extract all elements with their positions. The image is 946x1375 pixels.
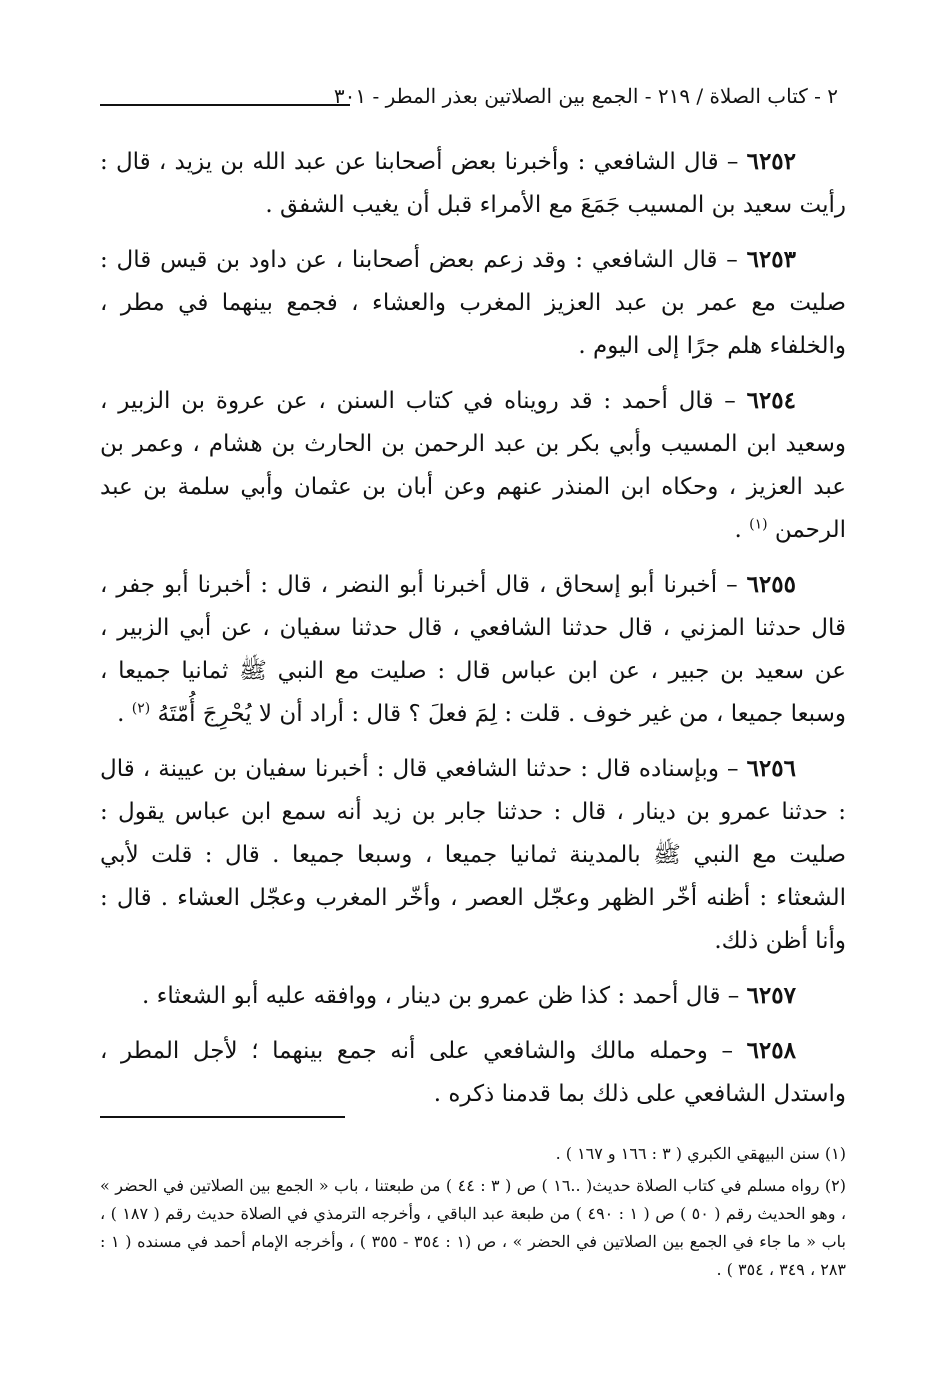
paragraph-text: وبإسناده قال : حدثنا الشافعي قال : أخبرنا سفيان بن عيينة ، قال : حدثنا عمرو بن دينار ، قال : حدثنا جابر بن زيد أنه سمع ابن عباس يقول : صليت مع النبي ﷺ بالمدينة ثمانيا جميعا ، وسبعا جميعا . قال : قلت لأبي الشعثاء : أظنه أخّر الظهر وعجّل العصر ، وأخّر المغرب وعجّل العشاء . قال : وأنا أظن ذلك.: [100, 756, 846, 954]
paragraph-6252: ٦٢٥٢ – قال الشافعي : وأخبرنا بعض أصحابنا عن عبد الله بن يزيد ، قال : رأيت سعيد بن المسيب جَمَعَ مع الأمراء قبل أن يغيب الشفق .: [100, 148, 846, 218]
main-text: [100, 140, 846, 1127]
footnote-ref-1[interactable]: (١): [749, 516, 768, 533]
paragraph-number: ٦٢٥٦: [746, 755, 796, 782]
paragraph-text: قال أحمد : قد رويناه في كتاب السنن ، عن عروة بن الزبير ، وسعيد ابن المسيب وأبي بكر بن عبد الرحمن بن الحارث بن هشام ، وعمر بن عبد العزيز ، وحكاه ابن المنذر عنهم وعن أبان بن عثمان وأبي سلمة بن عبد الرحمن: [100, 388, 846, 543]
paragraph-end: .: [734, 517, 750, 543]
page-header: [100, 84, 838, 120]
paragraph-number: ٦٢٥٤: [746, 387, 796, 414]
footnote-divider: [100, 1116, 345, 1118]
paragraph-number: ٦٢٥٣: [746, 246, 796, 273]
paragraph-text: قال الشافعي : وقد زعم بعض أصحابنا ، عن داود بن قيس قال : صليت مع عمر بن عبد العزيز المغرب والعشاء ، فجمع بينهما في مطر ، والخلفاء هلم جرًا إلى اليوم .: [100, 247, 846, 359]
paragraph-number: ٦٢٥٨: [746, 1037, 796, 1064]
footnote-1: [100, 1140, 846, 1168]
paragraph-6253: ٦٢٥٣ – قال الشافعي : وقد زعم بعض أصحابنا ، عن داود بن قيس قال : صليت مع عمر بن عبد العزيز المغرب والعشاء ، فجمع بينهما في مطر ، والخلفاء هلم جرًا إلى اليوم .: [100, 246, 846, 359]
paragraph-number: ٦٢٥٧: [746, 982, 796, 1009]
paragraph-end: .: [117, 701, 132, 727]
footnote-mark: (١): [824, 1144, 846, 1163]
paragraph-text: أخبرنا أبو إسحاق ، قال أخبرنا أبو النضر ، قال : أخبرنا أبو جفر ، قال حدثنا المزني ، قال حدثنا الشافعي ، قال حدثنا سفيان ، عن أبي الزبير ، عن سعيد بن جبير ، عن ابن عباس قال : صليت مع النبي ﷺ ثمانيا جميعا ، وسبعا جميعا ، من غير خوف . قلت : لِمَ فعلَ ؟ قال : أراد أن لا يُحْرِجَ أُمّتَهُ: [100, 572, 846, 727]
paragraph-number: ٦٢٥٥: [746, 571, 796, 598]
paragraph-6255: ٦٢٥٥ – أخبرنا أبو إسحاق ، قال أخبرنا أبو النضر ، قال : أخبرنا أبو جفر ، قال حدثنا المزني ، قال حدثنا الشافعي ، قال حدثنا سفيان ، عن أبي الزبير ، عن سعيد بن جبير ، عن ابن عباس قال : صليت مع النبي ﷺ ثمانيا جميعا ، وسبعا جميعا ، من غير خوف . قلت : لِمَ فعلَ ؟ قال : أراد أن لا يُحْرِجَ أُمّتَهُ $^{(٢)}$ .: [100, 571, 846, 727]
paragraph-text: وحمله مالك والشافعي على أنه جمع بينهما ؛ لأجل المطر ، واستدل الشافعي على ذلك بما قدمنا ذكره .: [100, 1038, 846, 1107]
footnote-ref-2[interactable]: (٢): [131, 700, 151, 717]
paragraph-6256: ٦٢٥٦ – وبإسناده قال : حدثنا الشافعي قال : أخبرنا سفيان بن عيينة ، قال : حدثنا عمرو بن دينار ، قال : حدثنا جابر بن زيد أنه سمع ابن عباس يقول : صليت مع النبي ﷺ بالمدينة ثمانيا جميعا ، وسبعا جميعا . قال : قلت لأبي الشعثاء : أظنه أخّر الظهر وعجّل العصر ، وأخّر المغرب وعجّل العشاء . قال : وأنا أظن ذلك.: [100, 755, 846, 954]
header-rule: [100, 104, 350, 106]
footnote-mark: (٢): [824, 1176, 846, 1195]
footnote-2: [100, 1172, 846, 1284]
paragraph-number: ٦٢٥٢: [746, 148, 797, 175]
paragraph-text: قال أحمد : كذا ظن عمرو بن دينار ، ووافقه عليه أبو الشعثاء .: [141, 983, 721, 1009]
paragraph-text: قال الشافعي : وأخبرنا بعض أصحابنا عن عبد الله بن يزيد ، قال : رأيت سعيد بن المسيب جَمَعَ مع الأمراء قبل أن يغيب الشفق .: [100, 149, 846, 218]
footnote-text: رواه مسلم في كتاب الصلاة حديث( ..١٦ ) ص ( ٣ : ٤٤ ) من طبعتنا ، باب « الجمع بين الصلاتين في الحضر » ، وهو الحديث رقم ( ٥٠ ) ص ( ١ : ٤٩٠ ) من طبعة عبد الباقي ، وأخرجه الترمذي في الصلاة حديث رقم ( ١٨٧ ) ، باب « ما جاء في الجمع بين الصلاتين في الحضر » ، ص (١ : ٣٥٤ - ٣٥٥ ) ، وأخرجه الإمام أحمد في مسنده ( ١ : ٢٨٣ ، ٣٤٩ ، ٣٥٤ ) .: [100, 1176, 847, 1279]
footnotes: [100, 1140, 846, 1288]
paragraph-6257: ٦٢٥٧ – قال أحمد : كذا ظن عمرو بن دينار ، ووافقه عليه أبو الشعثاء .: [141, 982, 796, 1009]
paragraph-6254: ٦٢٥٤ – قال أحمد : قد رويناه في كتاب السنن ، عن عروة بن الزبير ، وسعيد ابن المسيب وأبي بكر بن عبد الرحمن بن الحارث بن هشام ، وعمر بن عبد العزيز ، وحكاه ابن المنذر عنهم وعن أبان بن عثمان وأبي سلمة بن عبد الرحمن $^{(١)}$ .: [100, 387, 846, 543]
paragraph-6258: ٦٢٥٨ – وحمله مالك والشافعي على أنه جمع بينهما ؛ لأجل المطر ، واستدل الشافعي على ذلك بما قدمنا ذكره .: [100, 1037, 846, 1107]
footnote-text: سنن البيهقي الكبري ( ٣ : ١٦٦ و ١٦٧ ) .: [555, 1144, 820, 1163]
running-title: ٢ - كتاب الصلاة / ٢١٩ - الجمع بين الصلاتين بعذر المطر - ٣٠١: [333, 84, 838, 108]
